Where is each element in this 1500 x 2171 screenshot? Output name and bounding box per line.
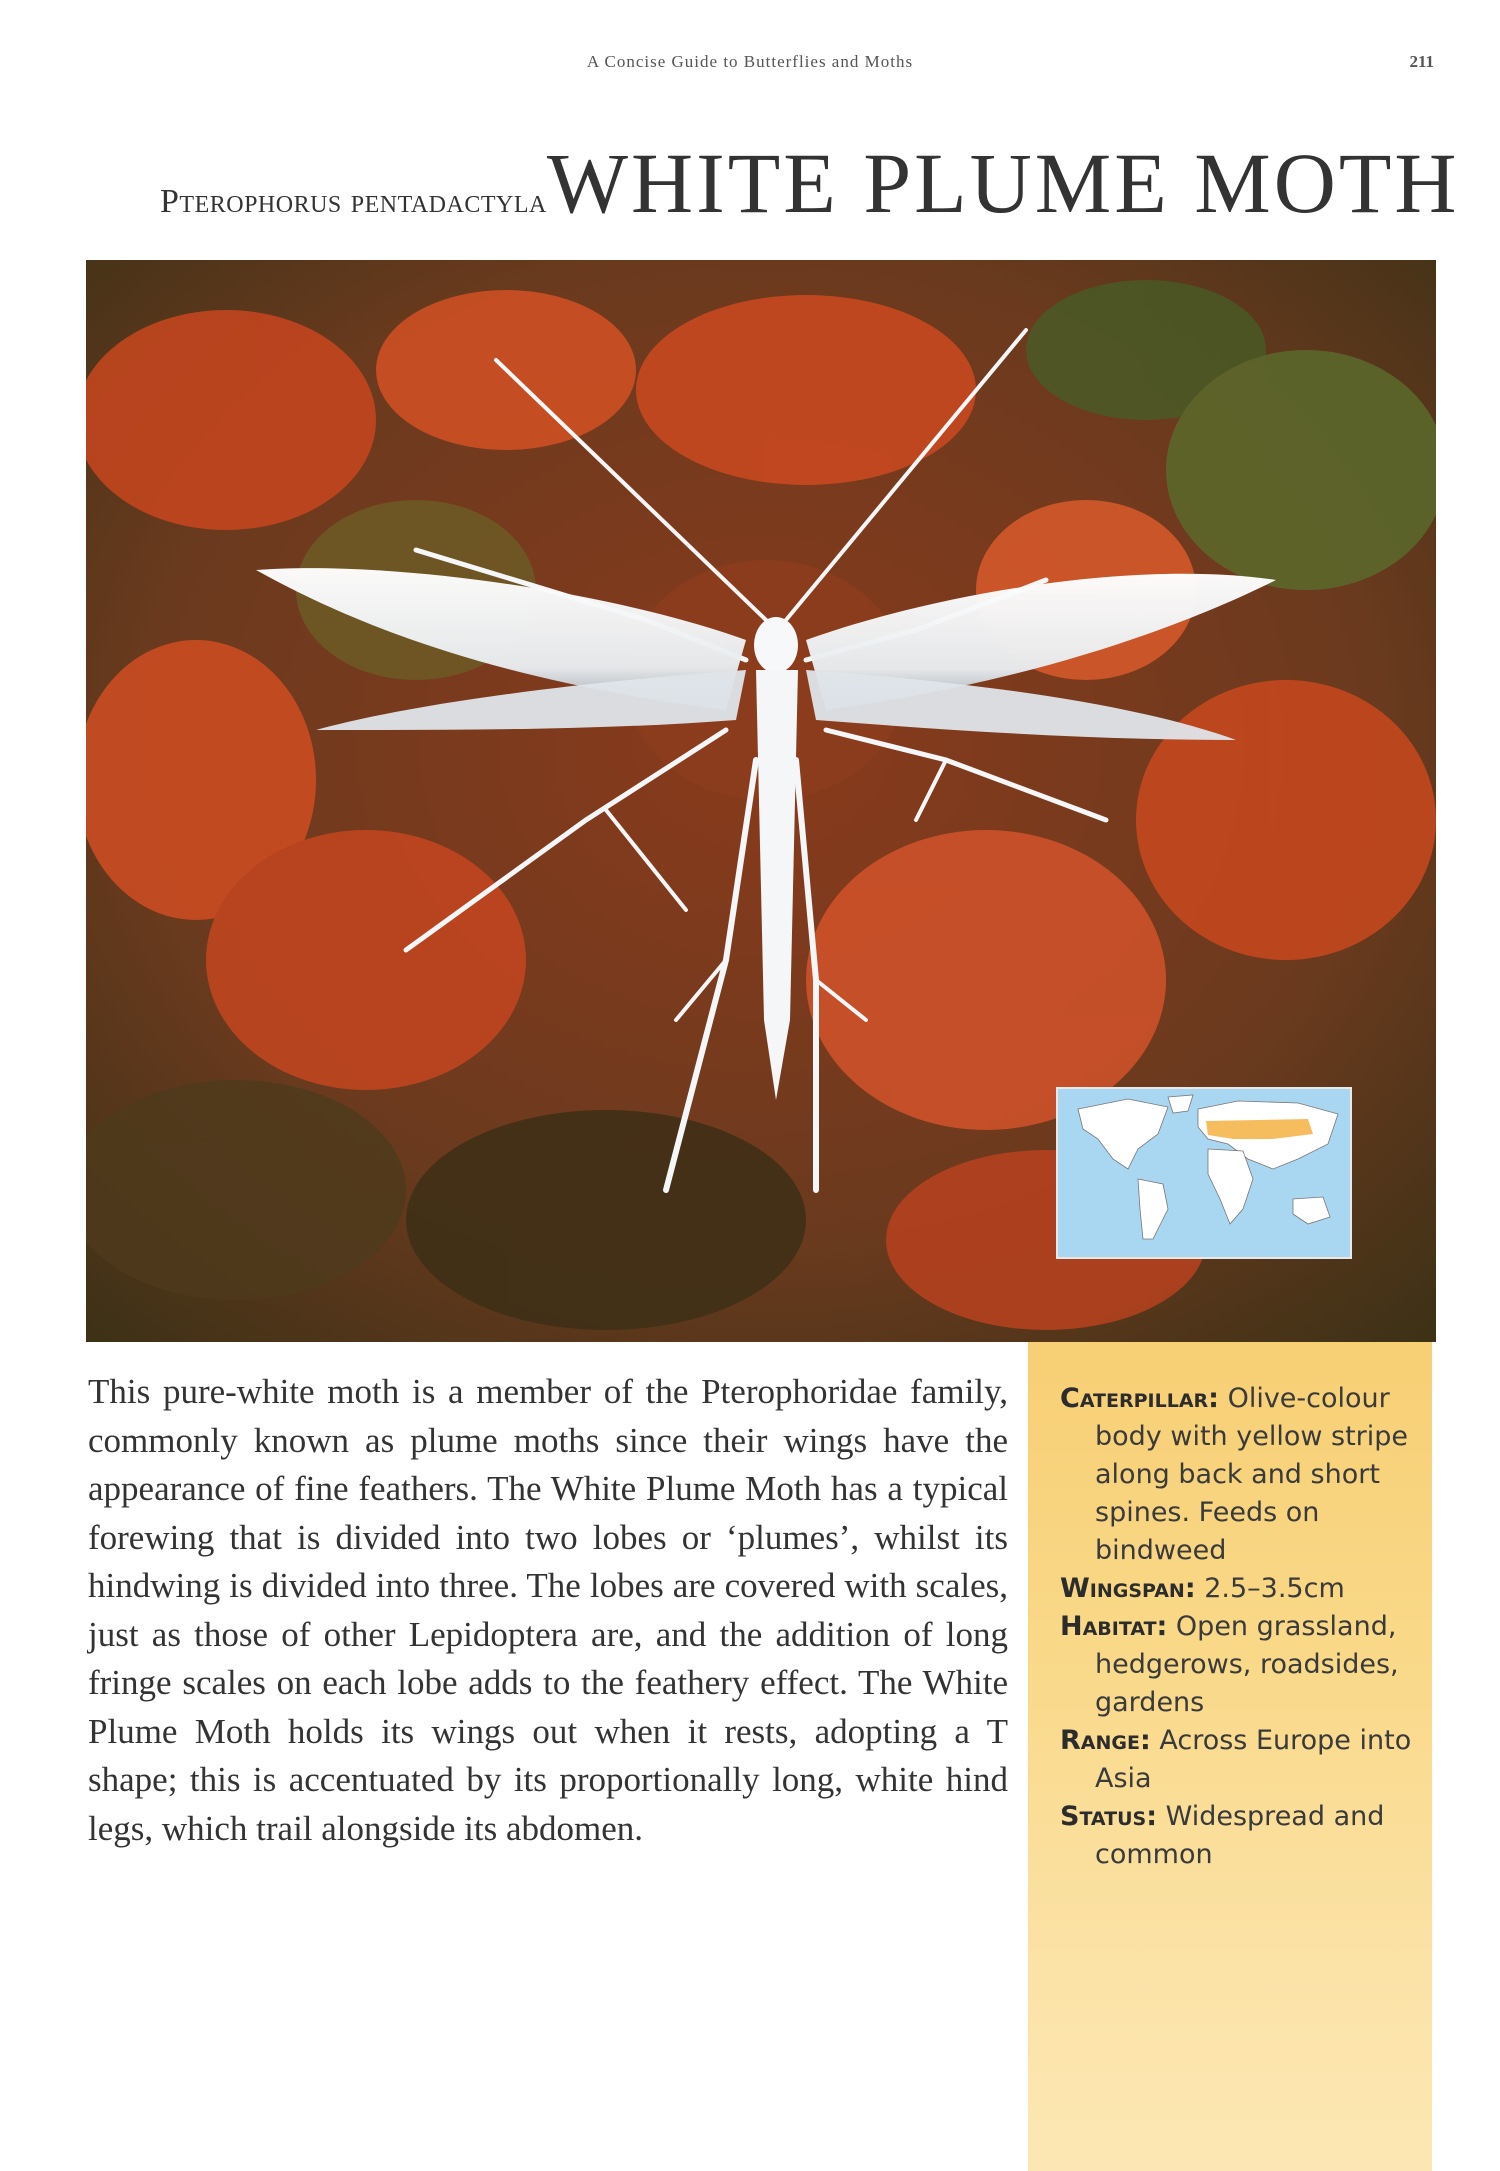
- fact-range: [1060, 1722, 1416, 1798]
- fact-value: Open grassland, hedgerows, roadsides, gardens: [1095, 1611, 1399, 1718]
- fact-wingspan: [1060, 1570, 1416, 1608]
- page-number: 211: [1409, 52, 1434, 71]
- fact-value: Widespread and common: [1095, 1801, 1385, 1870]
- body-text: This pure-white moth is a member of the Pterophoridae family, commonly known as plume moths since their wings have the appearance of fine feathers. The White Plume Moth has a typical forewing that is divided into two lobes or ‘plumes’, whilst its hindwing is divided into three. The lobes are covered with scales, just as those of other Lepidoptera are, and the addition of long fringe scales on each lobe adds to the feathery effect. The White Plume Moth holds its wings out when it rests, adopting a T shape; this is accentuated by its proportionally long, white hind legs, which trail alongside its abdomen.: [88, 1372, 1008, 1848]
- range-map: [1056, 1087, 1352, 1259]
- latin-name: Pterophorus pentadactyla: [160, 183, 547, 220]
- fact-habitat: [1060, 1608, 1416, 1722]
- fact-caterpillar: [1060, 1380, 1416, 1570]
- fact-label: Habitat:: [1060, 1611, 1168, 1642]
- running-head: A Concise Guide to Butterflies and Moths: [586, 52, 914, 71]
- fact-label: Caterpillar:: [1060, 1383, 1219, 1414]
- fact-status: [1060, 1798, 1416, 1874]
- page-title: [160, 135, 1460, 231]
- common-name: WHITE PLUME MOTH: [546, 135, 1460, 231]
- fact-label: Status:: [1060, 1801, 1158, 1832]
- fact-label: Range:: [1060, 1725, 1151, 1756]
- fact-value: Olive-colour body with yellow stripe along back and short spines. Feeds on bindweed: [1095, 1383, 1409, 1566]
- fact-value: 2.5–3.5cm: [1204, 1573, 1345, 1604]
- fact-value: Across Europe into Asia: [1095, 1725, 1412, 1794]
- fact-list: [1060, 1380, 1416, 1874]
- fact-label: Wingspan:: [1060, 1573, 1196, 1604]
